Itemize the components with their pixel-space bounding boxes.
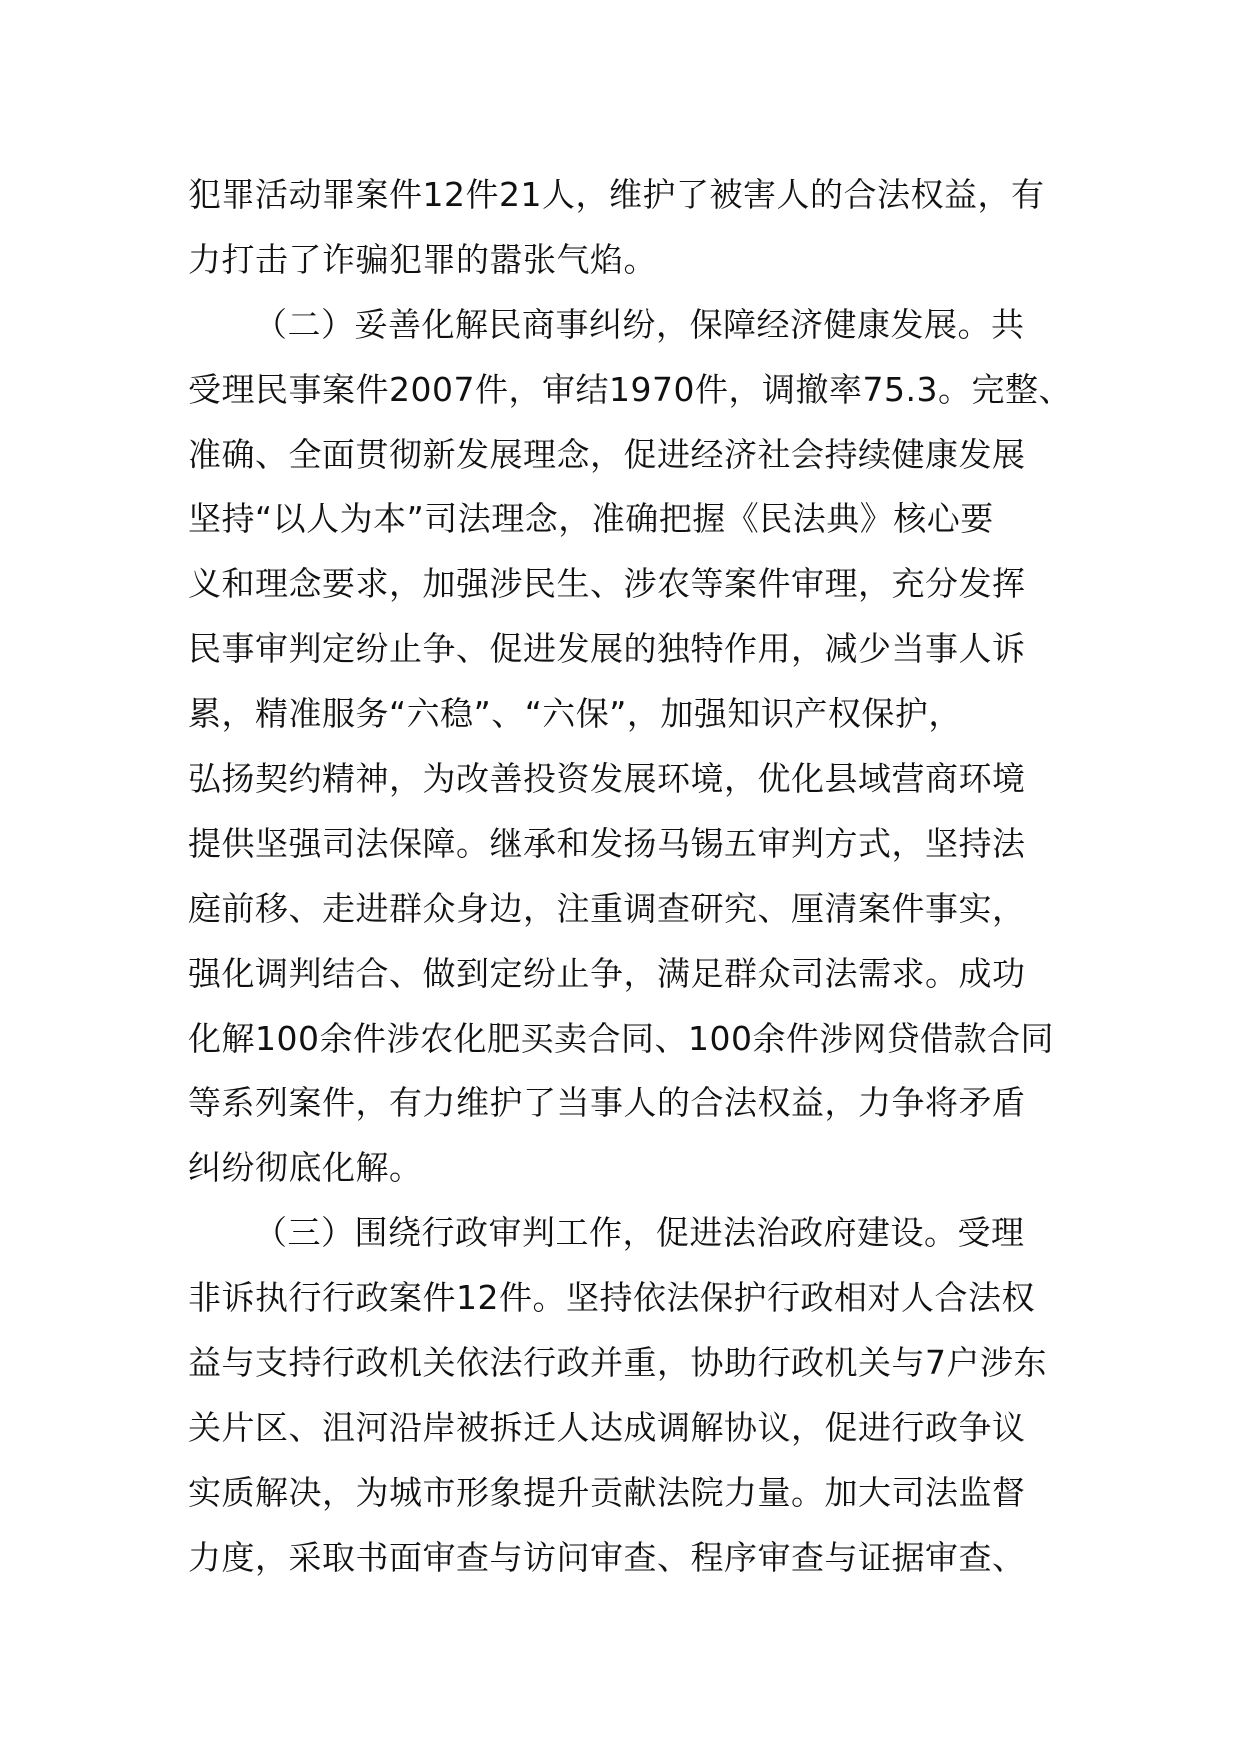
text-line: 义和理念要求，加强涉民生、涉农等案件审理，充分发挥 [188, 564, 1026, 604]
text-line: 民事审判定纷止争、促进发展的独特作用，减少当事人诉 [188, 629, 1026, 669]
text-line: 力打击了诈骗犯罪的嚣张气焰。 [188, 239, 657, 279]
text-line: 化解100余件涉农化肥买卖合同、100余件涉网贷借款合同 [188, 1018, 1054, 1058]
text-line: 犯罪活动罪案件12件21人，维护了被害人的合法权益，有 [188, 175, 1045, 214]
text-line: 提供坚强司法保障。继承和发扬马锡五审判方式，坚持法 [188, 823, 1026, 863]
text-line: 益与支持行政机关依法行政并重，协助行政机关与7户涉东 [188, 1343, 1047, 1383]
text-line: 等系列案件，有力维护了当事人的合法权益，力争将矛盾 [188, 1083, 1026, 1123]
text-line: 受理民事案件2007件，审结1970件，调撤率75.3。完整、 [188, 369, 1072, 409]
text-line: 关片区、沮河沿岸被拆迁人达成调解协议，促进行政争议 [188, 1407, 1026, 1447]
text-line: 力度，采取书面审查与访问审查、程序审查与证据审查、 [188, 1537, 1026, 1577]
text-line: 强化调判结合、做到定纷止争，满足群众司法需求。成功 [188, 953, 1026, 993]
text-line: 庭前移、走进群众身边，注重调查研究、厘清案件事实， [188, 888, 1026, 928]
section-heading-line: （三）围绕行政审判工作，促进法治政府建设。受理 [254, 1213, 1025, 1253]
text-line: 弘扬契约精神，为改善投资发展环境，优化县域营商环境 [188, 759, 1026, 799]
text-line: 实质解决，为城市形象提升贡献法院力量。加大司法监督 [188, 1472, 1026, 1512]
text-line: 累，精准服务“六稳”、“六保”，加强知识产权保护， [188, 694, 962, 734]
section-heading-line: （二）妥善化解民商事纠纷，保障经济健康发展。共 [254, 304, 1025, 344]
text-line: 非诉执行行政案件12件。坚持依法保护行政相对人合法权 [188, 1278, 1035, 1318]
text-line: 准确、全面贯彻新发展理念，促进经济社会持续健康发展 [188, 434, 1026, 474]
text-line: 坚持“以人为本”司法理念，准确把握《民法典》核心要 [188, 499, 994, 539]
body-text [188, 163, 1088, 1591]
text-line: 纠纷彻底化解。 [188, 1148, 423, 1188]
